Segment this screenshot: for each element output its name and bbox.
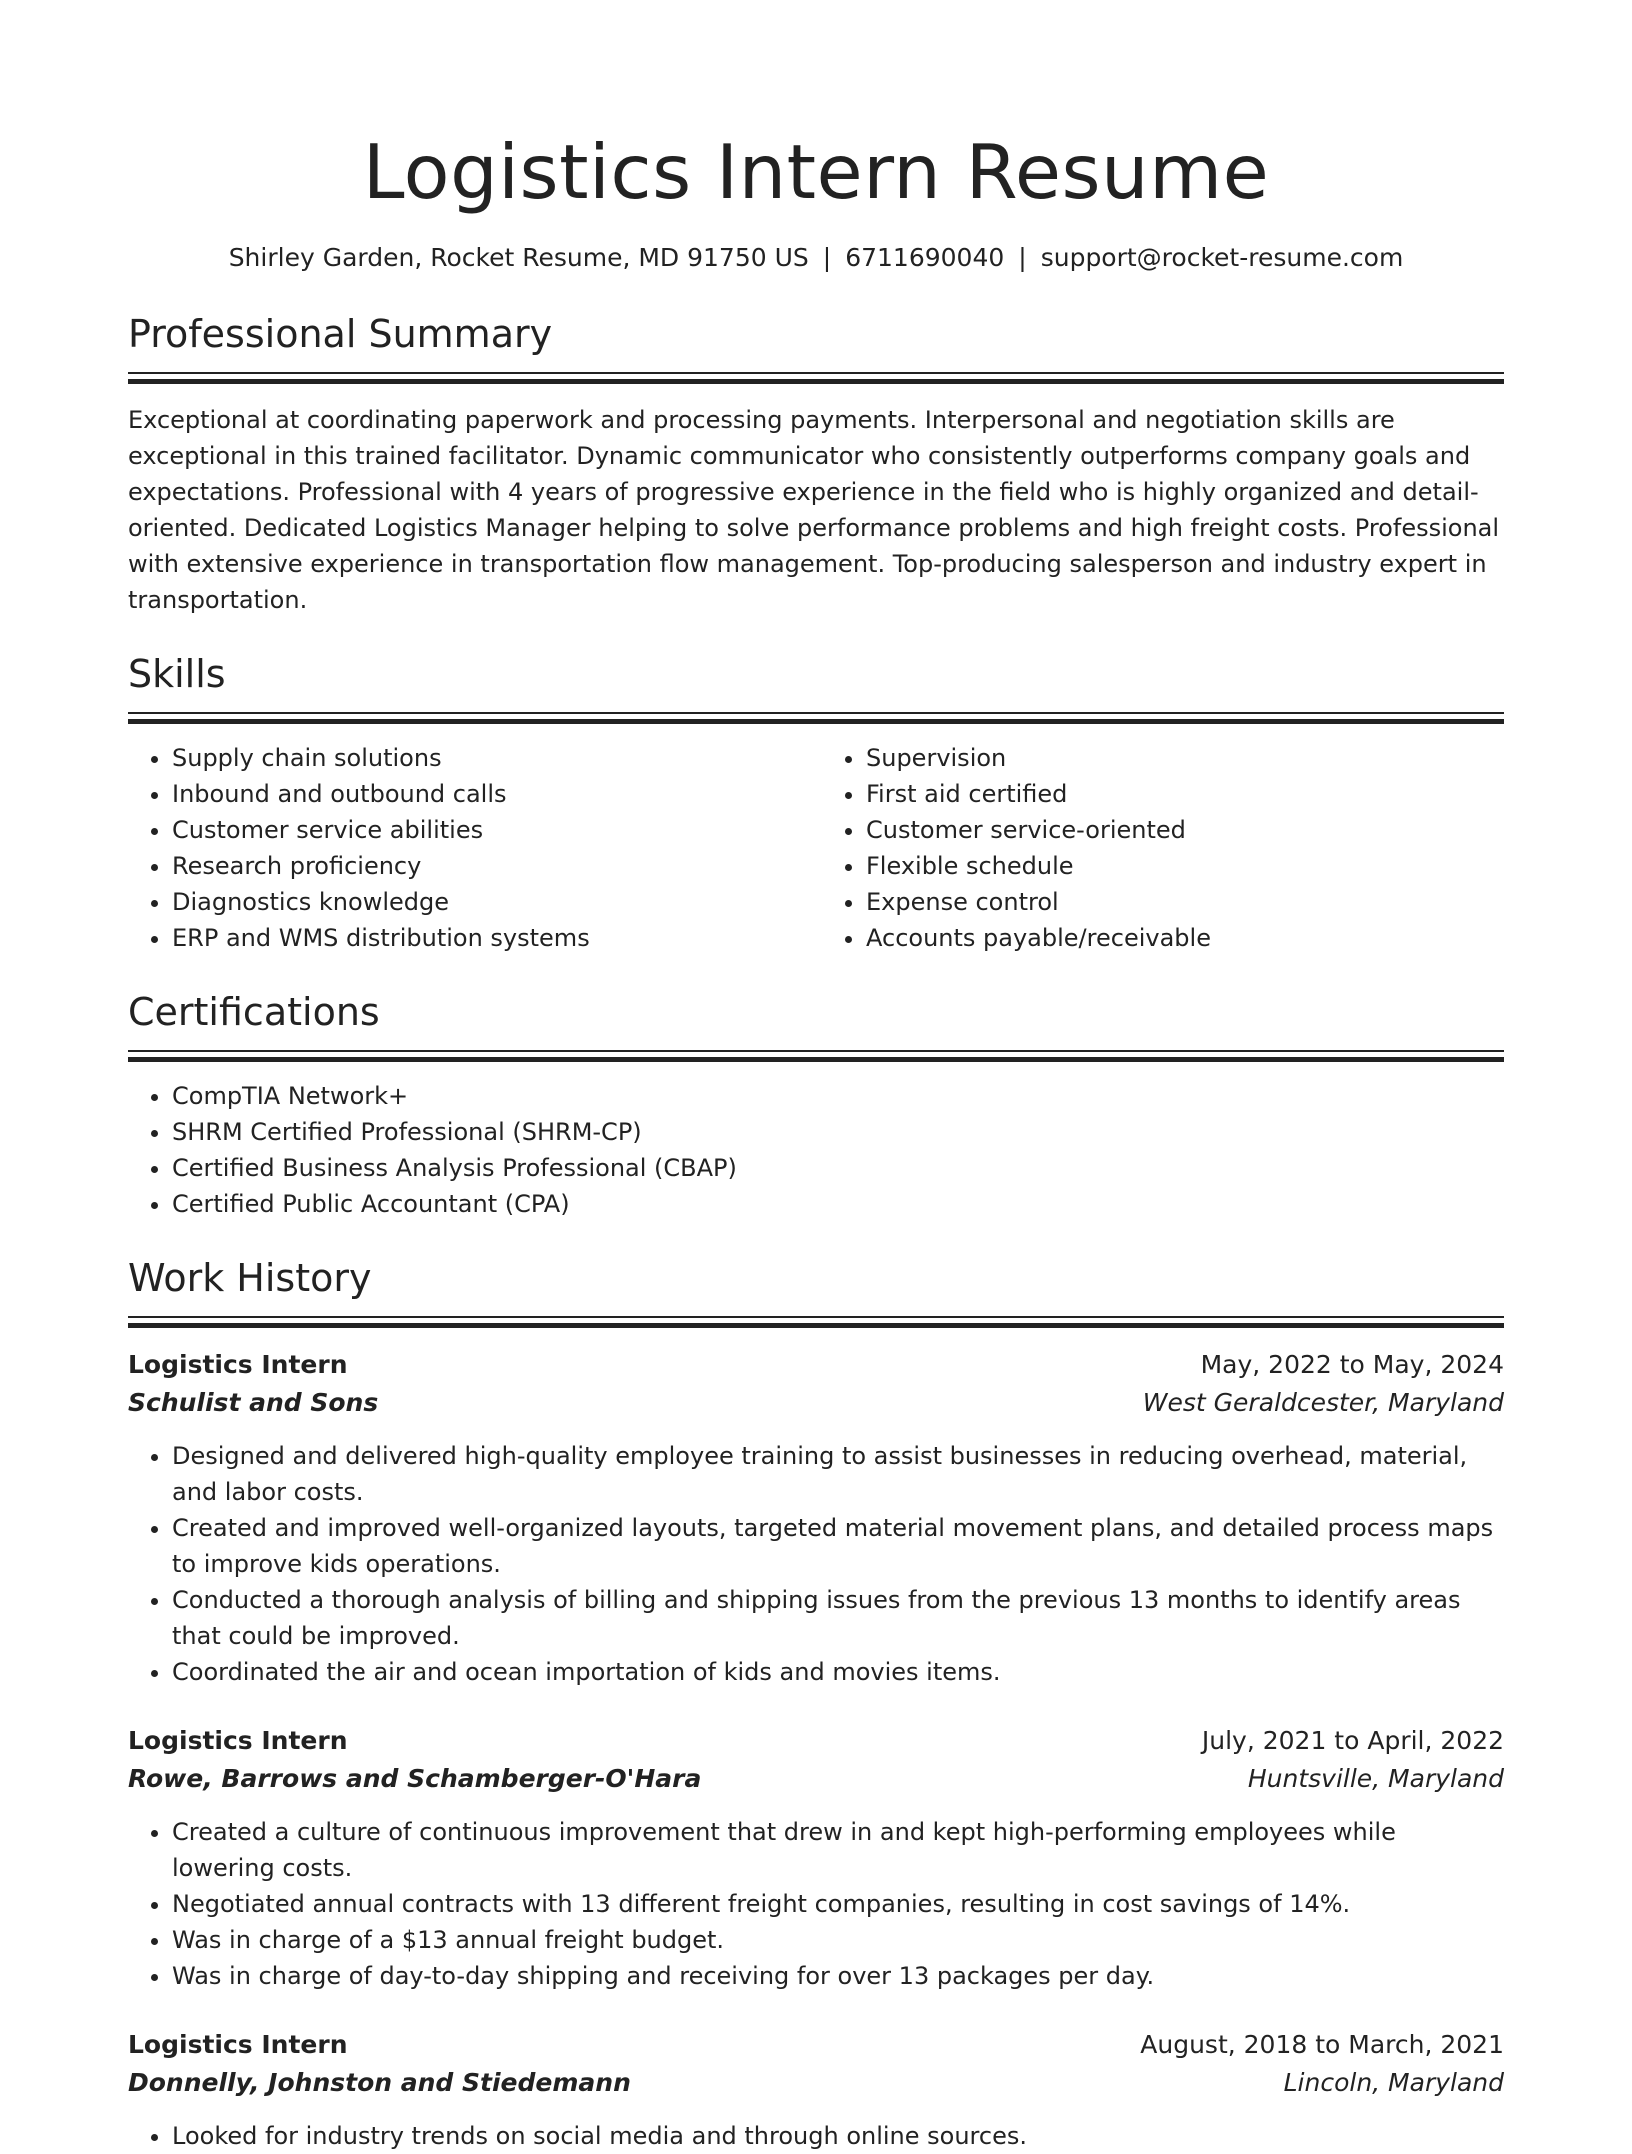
job-header-row: [128, 1722, 1504, 1760]
job-entry: [128, 1346, 1504, 1690]
job-company-row: [128, 2064, 1504, 2102]
job-company-row: [128, 1760, 1504, 1798]
job-company: Rowe, Barrows and Schamberger-O'Hara: [128, 1764, 702, 1793]
job-dates: August, 2018 to March, 2021: [1140, 2030, 1504, 2059]
section-heading: Skills: [128, 652, 226, 696]
skills-section: [128, 648, 1504, 956]
job-bullet: • Negotiated annual contracts with 13 different freight companies, resulting in cost savings of 14%.: [172, 1886, 1504, 1922]
skills-grid: [128, 740, 1504, 956]
professional-summary-section: [128, 308, 1504, 618]
job-entry: [128, 2026, 1504, 2154]
certifications-list: [128, 1078, 1504, 1222]
skill-item: • Diagnostics knowledge: [172, 884, 816, 920]
section-divider: [128, 372, 1504, 384]
certification-item: • Certified Business Analysis Professional (CBAP): [172, 1150, 1504, 1186]
skill-item: • First aid certified: [866, 776, 1504, 812]
job-location: West Geraldcester, Maryland: [1142, 1388, 1504, 1417]
skill-item: • Customer service-oriented: [866, 812, 1504, 848]
contact-separator: |: [822, 243, 832, 272]
section-divider: [128, 1050, 1504, 1062]
job-bullets: [128, 1814, 1504, 1994]
job-company: Donnelly, Johnston and Stiedemann: [128, 2068, 631, 2097]
skill-item: • Inbound and outbound calls: [172, 776, 816, 812]
skill-item: • Supervision: [866, 740, 1504, 776]
skill-item: • Flexible schedule: [866, 848, 1504, 884]
skill-item: • Customer service abilities: [172, 812, 816, 848]
job-bullet: • Conducted a thorough analysis of billing and shipping issues from the previous 13 months to identify areas that could be improved.: [172, 1582, 1504, 1654]
contact-separator: |: [1018, 243, 1027, 272]
contact-phone: 6711690040: [845, 243, 1005, 272]
job-entry: [128, 1722, 1504, 1994]
job-location: Lincoln, Maryland: [1283, 2068, 1504, 2097]
job-bullet: • Looked for industry trends on social media and through online sources.: [172, 2118, 1504, 2154]
job-company-row: [128, 1384, 1504, 1422]
skill-item: • Expense control: [866, 884, 1504, 920]
job-title: Logistics Intern: [128, 2030, 348, 2059]
job-bullets: [128, 2118, 1504, 2154]
resume-title: Logistics Intern Resume: [362, 128, 1270, 216]
job-bullet: • Was in charge of a $13 annual freight budget.: [172, 1922, 1504, 1958]
job-bullet: • Designed and delivered high-quality employee training to assist businesses in reducing overhead, material, and labor costs.: [172, 1438, 1504, 1510]
job-bullet: • Created a culture of continuous improvement that drew in and kept high-performing employees while lowering costs.: [172, 1814, 1504, 1886]
job-bullet: • Coordinated the air and ocean importation of kids and movies items.: [172, 1654, 1504, 1690]
job-header-row: [128, 2026, 1504, 2064]
job-bullet: • Created and improved well-organized layouts, targeted material movement plans, and detailed process maps to improve kids operations.: [172, 1510, 1504, 1582]
skill-item: • Accounts payable/receivable: [866, 920, 1504, 956]
job-dates: July, 2021 to April, 2022: [1201, 1726, 1504, 1755]
job-bullet: • Was in charge of day-to-day shipping and receiving for over 13 packages per day.: [172, 1958, 1504, 1994]
skill-item: • Research proficiency: [172, 848, 816, 884]
certifications-section: [128, 986, 1504, 1222]
job-title: Logistics Intern: [128, 1726, 348, 1755]
skills-list-right: [816, 740, 1504, 956]
section-divider: [128, 1316, 1504, 1328]
contact-line: [128, 238, 1504, 278]
summary-text: Exceptional at coordinating paperwork and processing payments. Interpersonal and negotiation skills are exceptional in this trained facilitator. Dynamic communicator who consistently outperforms company goals and expectations. Professional with 4 years of progressive experience in the field who is highly organized and detail-oriented. Dedicated Logistics Manager helping to solve performance problems and high freight costs. Professional with extensive experience in transportation flow management. Top-producing salesperson and industry expert in transportation.: [128, 406, 1500, 614]
job-location: Huntsville, Maryland: [1247, 1764, 1504, 1793]
section-divider: [128, 712, 1504, 724]
skill-item: • ERP and WMS distribution systems: [172, 920, 816, 956]
certification-item: • CompTIA Network+: [172, 1078, 1504, 1114]
certification-item: • SHRM Certified Professional (SHRM-CP): [172, 1114, 1504, 1150]
section-heading: Certifications: [128, 990, 380, 1034]
skill-item: • Supply chain solutions: [172, 740, 816, 776]
section-heading: Work History: [128, 1256, 372, 1300]
section-heading: Professional Summary: [128, 312, 553, 356]
contact-address: Shirley Garden, Rocket Resume, MD 91750 US: [228, 243, 809, 272]
job-bullets: [128, 1438, 1504, 1690]
work-history-section: [128, 1252, 1504, 2154]
job-title: Logistics Intern: [128, 1350, 348, 1379]
certification-item: • Certified Public Accountant (CPA): [172, 1186, 1504, 1222]
contact-email: support@rocket-resume.com: [1040, 243, 1404, 272]
job-dates: May, 2022 to May, 2024: [1200, 1350, 1504, 1379]
job-company: Schulist and Sons: [128, 1388, 379, 1417]
job-header-row: [128, 1346, 1504, 1384]
skills-list-left: [128, 740, 816, 956]
